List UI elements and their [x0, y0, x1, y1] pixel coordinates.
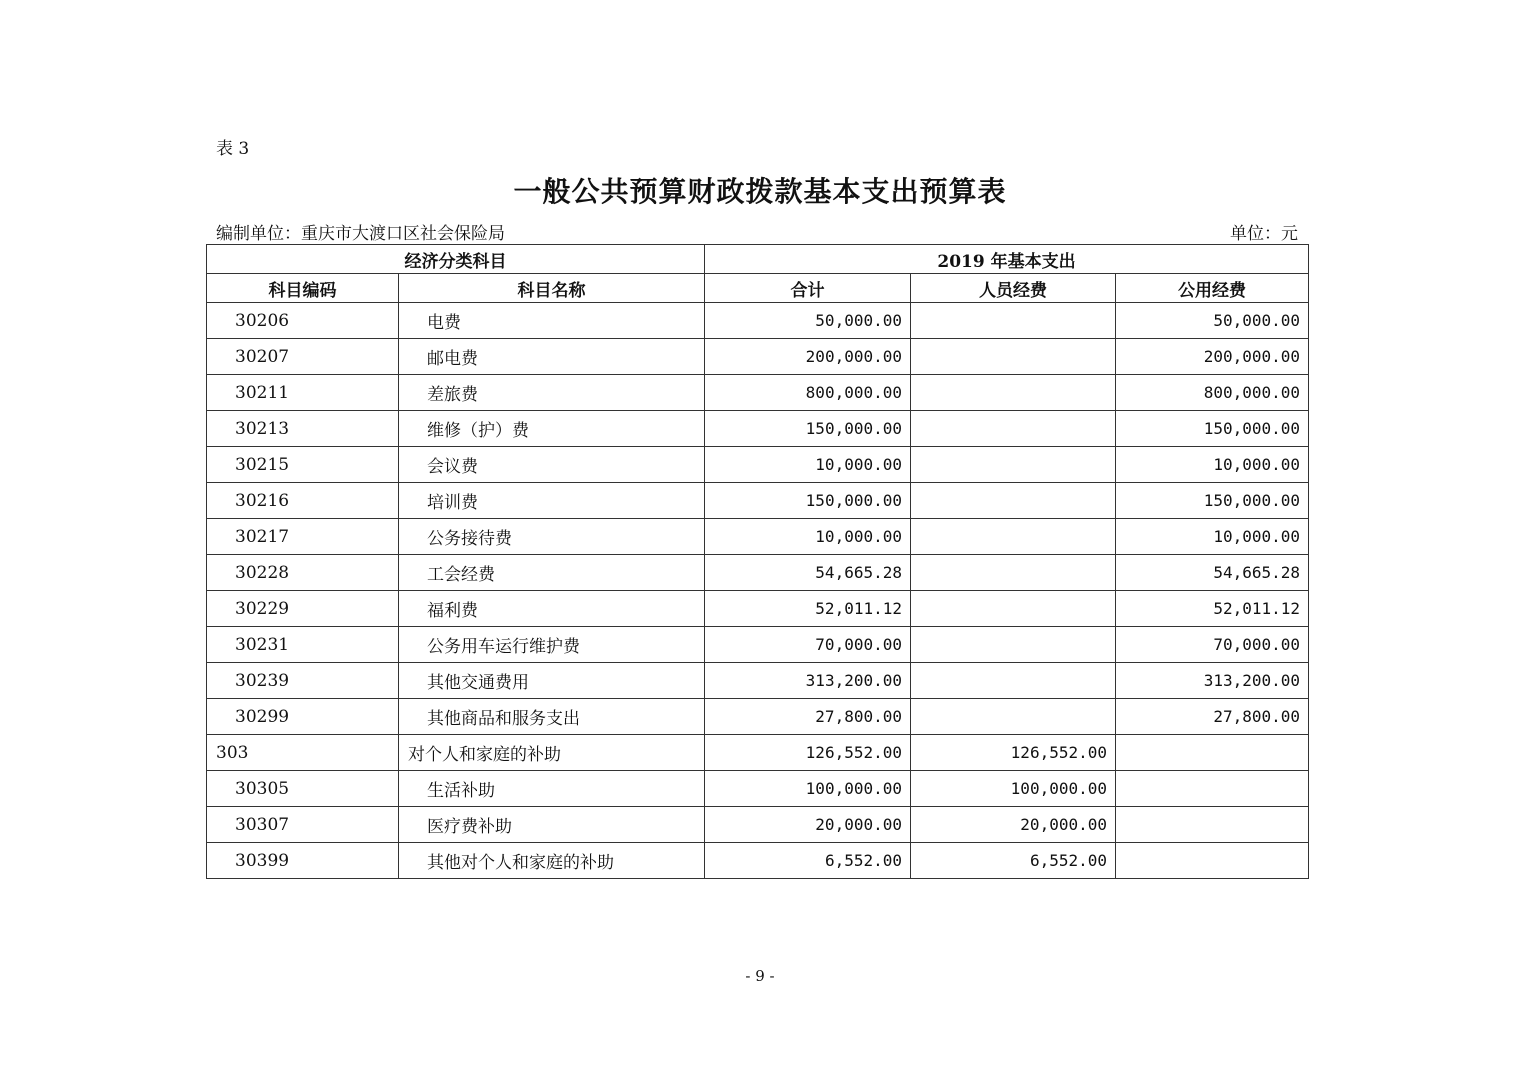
name-cell: 会议费 [399, 447, 705, 483]
personnel-cell [911, 303, 1116, 339]
table-row [207, 735, 1309, 771]
column-header-total: 合计 [705, 274, 911, 303]
table-row [207, 807, 1309, 843]
personnel-cell [911, 447, 1116, 483]
total-cell: 10,000.00 [705, 519, 911, 555]
name-cell: 电费 [399, 303, 705, 339]
column-header-row [207, 274, 1309, 303]
public-cell: 10,000.00 [1116, 447, 1309, 483]
personnel-cell [911, 663, 1116, 699]
total-cell: 126,552.00 [705, 735, 911, 771]
code-cell: 30239 [207, 663, 399, 699]
table-row [207, 699, 1309, 735]
table-row [207, 555, 1309, 591]
budget-table [206, 244, 1309, 879]
code-cell: 30307 [207, 807, 399, 843]
total-cell: 10,000.00 [705, 447, 911, 483]
table-row [207, 411, 1309, 447]
personnel-cell: 126,552.00 [911, 735, 1116, 771]
name-cell: 对个人和家庭的补助 [399, 735, 705, 771]
table-row [207, 447, 1309, 483]
code-cell: 30207 [207, 339, 399, 375]
table-row [207, 771, 1309, 807]
public-cell: 50,000.00 [1116, 303, 1309, 339]
total-cell: 70,000.00 [705, 627, 911, 663]
table-row [207, 519, 1309, 555]
name-cell: 邮电费 [399, 339, 705, 375]
total-cell: 20,000.00 [705, 807, 911, 843]
name-cell: 医疗费补助 [399, 807, 705, 843]
public-cell: 70,000.00 [1116, 627, 1309, 663]
table-label: 表 3 [216, 139, 250, 159]
public-cell: 200,000.00 [1116, 339, 1309, 375]
code-cell: 30215 [207, 447, 399, 483]
code-cell: 30228 [207, 555, 399, 591]
group-header-economic-classification: 经济分类科目 [207, 245, 705, 274]
table-row [207, 627, 1309, 663]
public-cell [1116, 843, 1309, 879]
code-cell: 303 [207, 735, 399, 771]
page-title: 一般公共预算财政拨款基本支出预算表 [513, 175, 1007, 208]
public-cell: 27,800.00 [1116, 699, 1309, 735]
code-cell: 30229 [207, 591, 399, 627]
name-cell: 差旅费 [399, 375, 705, 411]
total-cell: 100,000.00 [705, 771, 911, 807]
public-cell [1116, 807, 1309, 843]
table-row [207, 591, 1309, 627]
table-row [207, 339, 1309, 375]
public-cell: 313,200.00 [1116, 663, 1309, 699]
public-cell: 10,000.00 [1116, 519, 1309, 555]
personnel-cell [911, 627, 1116, 663]
table-row [207, 375, 1309, 411]
group-header-row [207, 245, 1309, 274]
public-cell: 52,011.12 [1116, 591, 1309, 627]
table-row [207, 303, 1309, 339]
column-header-personnel: 人员经费 [911, 274, 1116, 303]
name-cell: 其他对个人和家庭的补助 [399, 843, 705, 879]
table-row [207, 843, 1309, 879]
code-cell: 30216 [207, 483, 399, 519]
code-cell: 30399 [207, 843, 399, 879]
group-header-basic-expenditure: 2019 年基本支出 [705, 245, 1309, 274]
public-cell [1116, 735, 1309, 771]
name-cell: 福利费 [399, 591, 705, 627]
total-cell: 27,800.00 [705, 699, 911, 735]
compiling-organization: 编制单位：重庆市大渡口区社会保险局 [216, 224, 505, 244]
name-cell: 工会经费 [399, 555, 705, 591]
personnel-cell [911, 375, 1116, 411]
public-cell: 54,665.28 [1116, 555, 1309, 591]
total-cell: 50,000.00 [705, 303, 911, 339]
code-cell: 30213 [207, 411, 399, 447]
name-cell: 生活补助 [399, 771, 705, 807]
public-cell: 150,000.00 [1116, 483, 1309, 519]
code-cell: 30211 [207, 375, 399, 411]
name-cell: 公务用车运行维护费 [399, 627, 705, 663]
currency-unit: 单位：元 [1230, 224, 1298, 244]
code-cell: 30206 [207, 303, 399, 339]
personnel-cell [911, 591, 1116, 627]
code-cell: 30299 [207, 699, 399, 735]
table-body [207, 303, 1309, 879]
personnel-cell [911, 483, 1116, 519]
name-cell: 其他商品和服务支出 [399, 699, 705, 735]
public-cell [1116, 771, 1309, 807]
total-cell: 150,000.00 [705, 411, 911, 447]
total-cell: 52,011.12 [705, 591, 911, 627]
code-cell: 30231 [207, 627, 399, 663]
personnel-cell: 100,000.00 [911, 771, 1116, 807]
column-header-public: 公用经费 [1116, 274, 1309, 303]
personnel-cell [911, 411, 1116, 447]
name-cell: 其他交通费用 [399, 663, 705, 699]
public-cell: 150,000.00 [1116, 411, 1309, 447]
personnel-cell: 20,000.00 [911, 807, 1116, 843]
page-number: - 9 - [745, 967, 775, 985]
total-cell: 54,665.28 [705, 555, 911, 591]
total-cell: 313,200.00 [705, 663, 911, 699]
personnel-cell [911, 555, 1116, 591]
personnel-cell [911, 699, 1116, 735]
name-cell: 公务接待费 [399, 519, 705, 555]
total-cell: 200,000.00 [705, 339, 911, 375]
name-cell: 维修（护）费 [399, 411, 705, 447]
total-cell: 800,000.00 [705, 375, 911, 411]
table-row [207, 483, 1309, 519]
personnel-cell: 6,552.00 [911, 843, 1116, 879]
personnel-cell [911, 519, 1116, 555]
personnel-cell [911, 339, 1116, 375]
code-cell: 30217 [207, 519, 399, 555]
name-cell: 培训费 [399, 483, 705, 519]
column-header-code: 科目编码 [207, 274, 399, 303]
column-header-name: 科目名称 [399, 274, 705, 303]
table-row [207, 663, 1309, 699]
code-cell: 30305 [207, 771, 399, 807]
public-cell: 800,000.00 [1116, 375, 1309, 411]
total-cell: 150,000.00 [705, 483, 911, 519]
total-cell: 6,552.00 [705, 843, 911, 879]
